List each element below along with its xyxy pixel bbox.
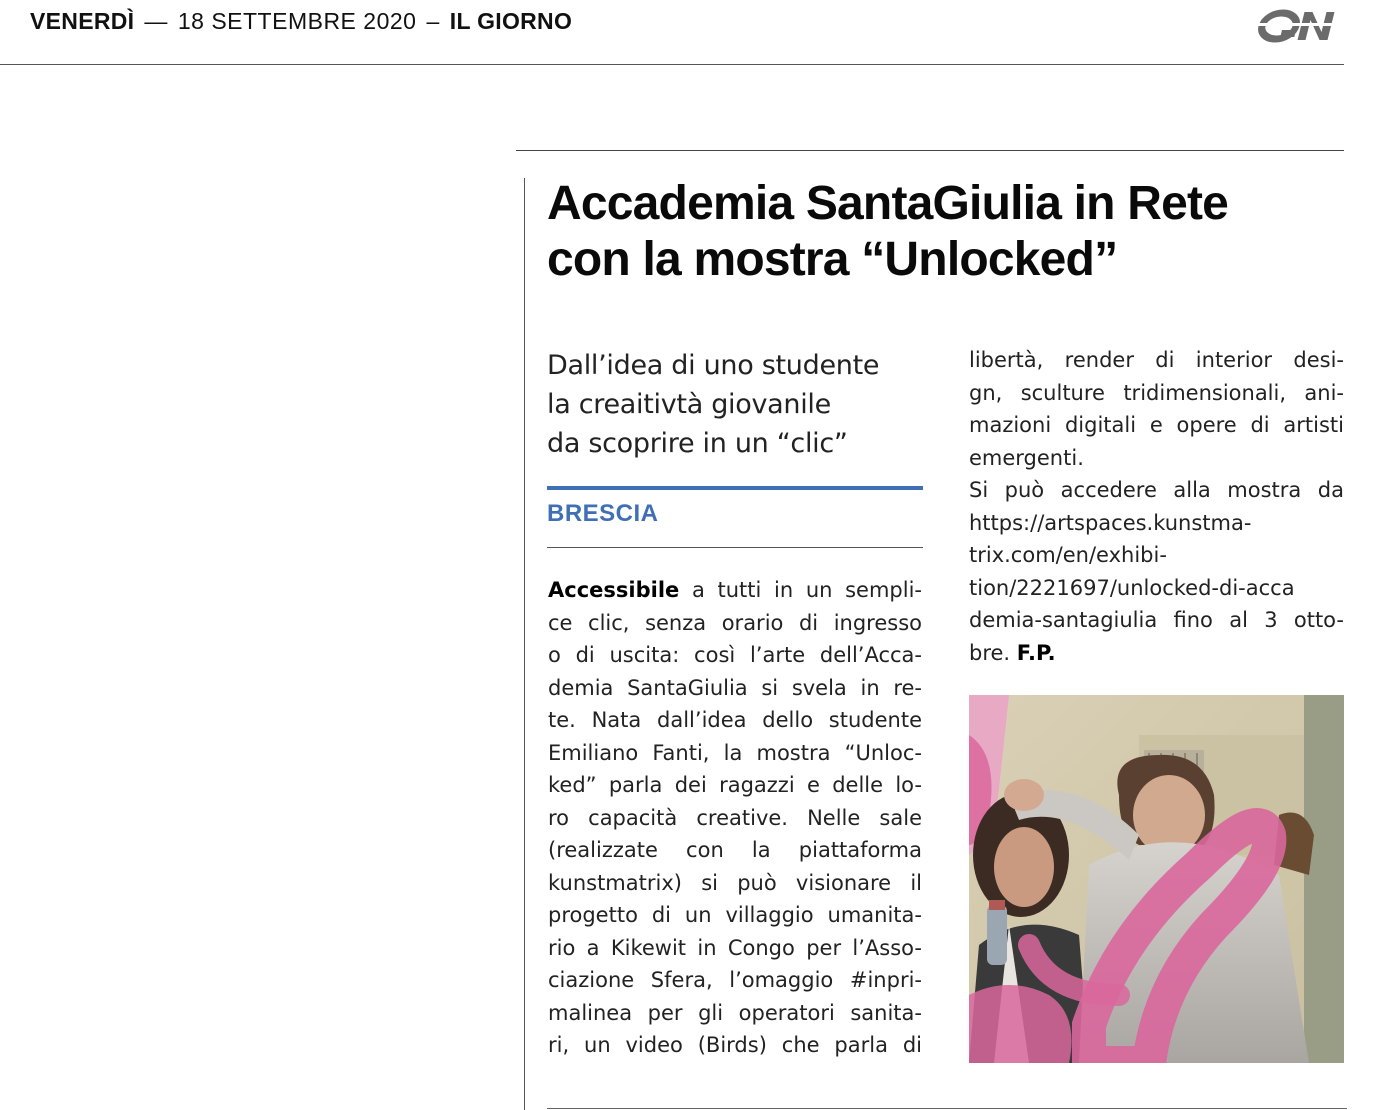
body-line: o di uscita: così l’arte dell’Acca- — [548, 643, 922, 667]
column-divider — [524, 178, 525, 1110]
article-subhead — [547, 346, 927, 463]
section-bottom-rule — [547, 1108, 1347, 1109]
body-line: progetto di un villaggio umanita- — [548, 903, 922, 927]
body-line: libertà, render di interior desi- — [969, 348, 1344, 372]
body-line: ciazione Sfera, l’omaggio #inpri- — [548, 968, 922, 992]
article-body-right — [969, 344, 1344, 669]
body-line: gn, sculture tridimensionali, ani- — [969, 380, 1344, 405]
body-line: rio a Kikewit in Congo per l’Asso- — [548, 935, 922, 960]
dateline-paper: IL GIORNO — [449, 8, 573, 34]
subhead-line: Dall’idea di uno studente — [547, 350, 880, 381]
section-top-rule — [516, 150, 1344, 151]
body-line: demia-santagiulia fino al 3 otto- — [969, 608, 1344, 632]
body-final-line — [969, 637, 1344, 670]
body-line-text: a tutti in un sempli- — [679, 578, 922, 602]
body-line: ked” parla dei ragazzi e delle lo- — [548, 773, 922, 797]
body-line-text: bre. — [969, 640, 1011, 665]
body-line — [548, 574, 922, 607]
body-line: Emiliano Fanti, la mostra “Unloc- — [548, 740, 922, 765]
body-line: malinea per gli operatori sanita- — [548, 1000, 922, 1025]
headline-line: Accademia SantaGiulia in Rete — [547, 177, 1229, 230]
body-line: mazioni digitali e opere di artisti — [969, 413, 1344, 437]
dateline-dash: — — [144, 8, 168, 34]
article-photo — [969, 695, 1344, 1063]
body-line: ce clic, senza orario di ingresso — [548, 610, 922, 635]
dateline-date: 18 SETTEMBRE 2020 — [177, 8, 417, 34]
author-signature: F.P. — [1016, 640, 1056, 665]
body-line: trix.com/en/exhibi- — [969, 543, 1167, 567]
dateline-dash: – — [426, 8, 440, 34]
subhead-line: la creaitivtà giovanile — [547, 389, 831, 420]
lead-word: Accessibile — [548, 578, 680, 602]
body-line: demia SantaGiulia si svela in re- — [548, 675, 922, 700]
dateline — [30, 8, 572, 35]
body-line: (realizzate con la piattaforma — [548, 838, 922, 862]
body-line: https://artspaces.kunstma- — [969, 510, 1252, 535]
kicker-accent-bar — [547, 486, 923, 490]
headline-line: con la mostra “Unlocked” — [547, 233, 1118, 286]
body-line: ro capacità creative. Nelle sale — [548, 805, 922, 830]
masthead-bar — [0, 0, 1344, 65]
photo-image-icon — [969, 695, 1344, 1063]
body-line: ri, un video (Birds) che parla di — [548, 1033, 922, 1057]
qn-logo — [1258, 6, 1344, 46]
article-kicker: BRESCIA — [547, 500, 659, 527]
subhead-line: da scoprire in un “clic” — [547, 428, 848, 459]
body-line: te. Nata dall’idea dello studente — [548, 708, 922, 732]
body-line: Si può accedere alla mostra da — [969, 478, 1344, 502]
dateline-day: VENERDÌ — [30, 8, 135, 34]
body-line: emergenti. — [969, 445, 1084, 470]
body-line: tion/2221697/unlocked-di-acca — [969, 575, 1295, 600]
kicker-rule — [547, 547, 923, 548]
body-line: kunstmatrix) si può visionare il — [548, 870, 922, 895]
article-body-left — [548, 574, 922, 1062]
article-headline — [547, 176, 1347, 288]
